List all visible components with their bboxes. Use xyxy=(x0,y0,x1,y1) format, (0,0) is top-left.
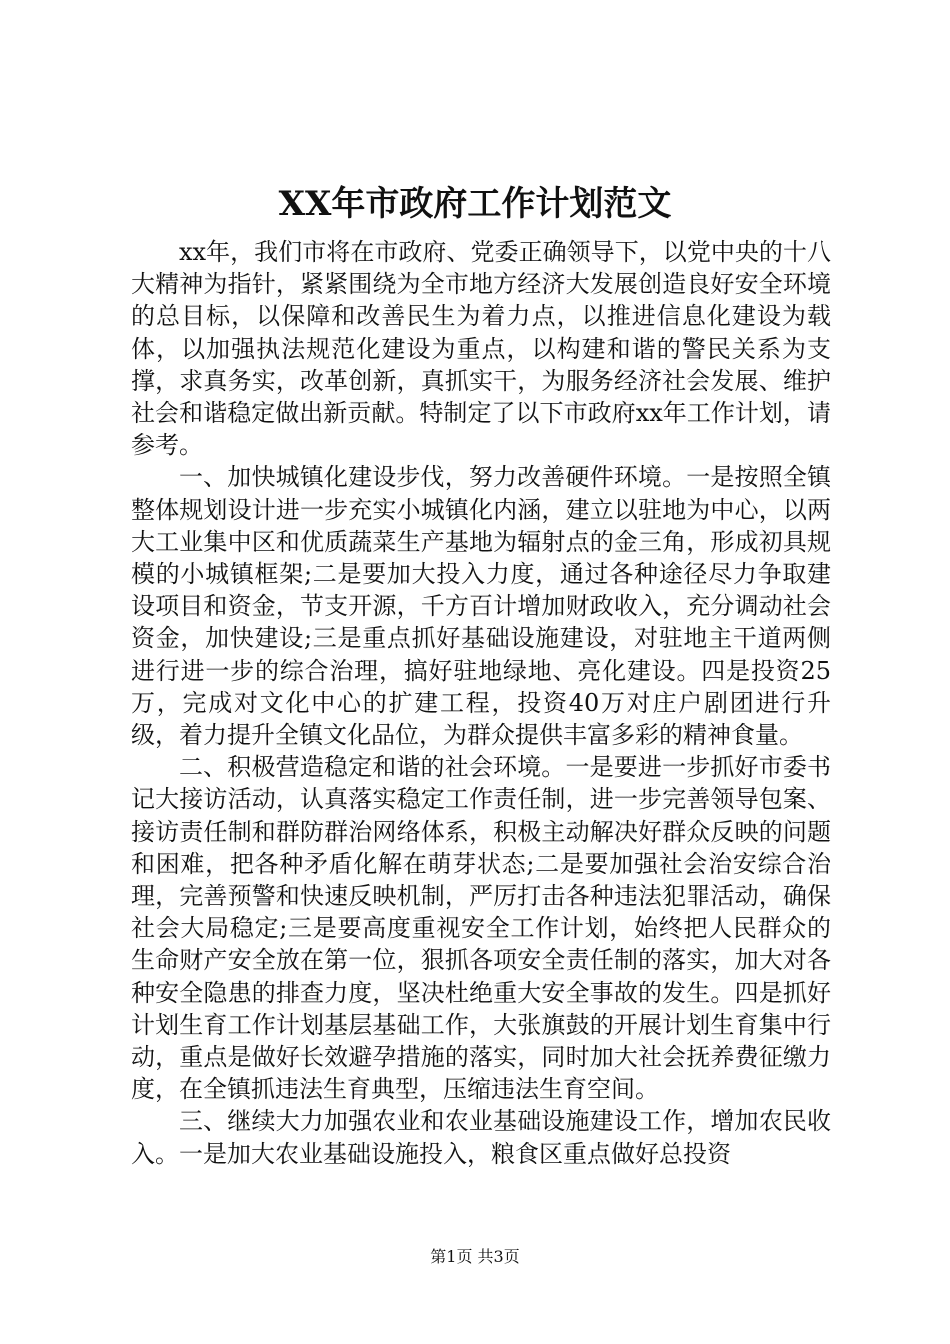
paragraph-intro: xx年，我们市将在市政府、党委正确领导下，以党中央的十八大精神为指针，紧紧围绕为全市地方经济大发展创造良好安全环境的总目标，以保障和改善民生为着力点，以推进信息化建设为载体，以加强执法规范化建设为重点，以构建和谐的警民关系为支撑，求真务实，改革创新，真抓实干，为服务经济社会发展、维护社会和谐稳定做出新贡献。特制定了以下市政府xx年工作计划，请参考。 xyxy=(131,238,831,460)
document-title: XX年市政府工作计划范文 xyxy=(278,184,672,224)
paragraph-section-3: 三、继续大力加强农业和农业基础设施建设工作，增加农民收入。一是加大农业基础设施投入，粮食区重点做好总投资 xyxy=(131,1107,831,1168)
paragraph-section-2: 二、积极营造稳定和谐的社会环境。一是要进一步抓好市委书记大接访活动，认真落实稳定工作责任制，进一步完善领导包案、接访责任制和群防群治网络体系，积极主动解决好群众反映的问题和困难，把各种矛盾化解在萌芽状态;二是要加强社会治安综合治理，完善预警和快速反映机制，严厉打击各种违法犯罪活动，确保社会大局稳定;三是要高度重视安全工作计划，始终把人民群众的生命财产安全放在第一位，狠抓各项安全责任制的落实，加大对各种安全隐患的排查力度，坚决杜绝重大安全事故的发生。四是抓好计划生育工作计划基层基础工作，大张旗鼓的开展计划生育集中行动，重点是做好长效避孕措施的落实，同时加大社会抚养费征缴力度，在全镇抓违法生育典型，压缩违法生育空间。 xyxy=(131,753,831,1104)
page-number-footer: 第1页 共3页 xyxy=(430,1247,520,1266)
document-body xyxy=(131,236,831,1170)
paragraph-section-1: 一、加快城镇化建设步伐，努力改善硬件环境。一是按照全镇整体规划设计进一步充实小城镇化内涵，建立以驻地为中心，以两大工业集中区和优质蔬菜生产基地为辐射点的金三角，形成初具规模的小城镇框架;二是要加大投入力度，通过各种途径尽力争取建设项目和资金，节支开源，千方百计增加财政收入，充分调动社会资金，加快建设;三是重点抓好基础设施建设，对驻地主干道两侧进行进一步的综合治理，搞好驻地绿地、亮化建设。四是投资25万，完成对文化中心的扩建工程，投资40万对庄户剧团进行升级，着力提升全镇文化品位，为群众提供丰富多彩的精神食量。 xyxy=(131,463,831,750)
